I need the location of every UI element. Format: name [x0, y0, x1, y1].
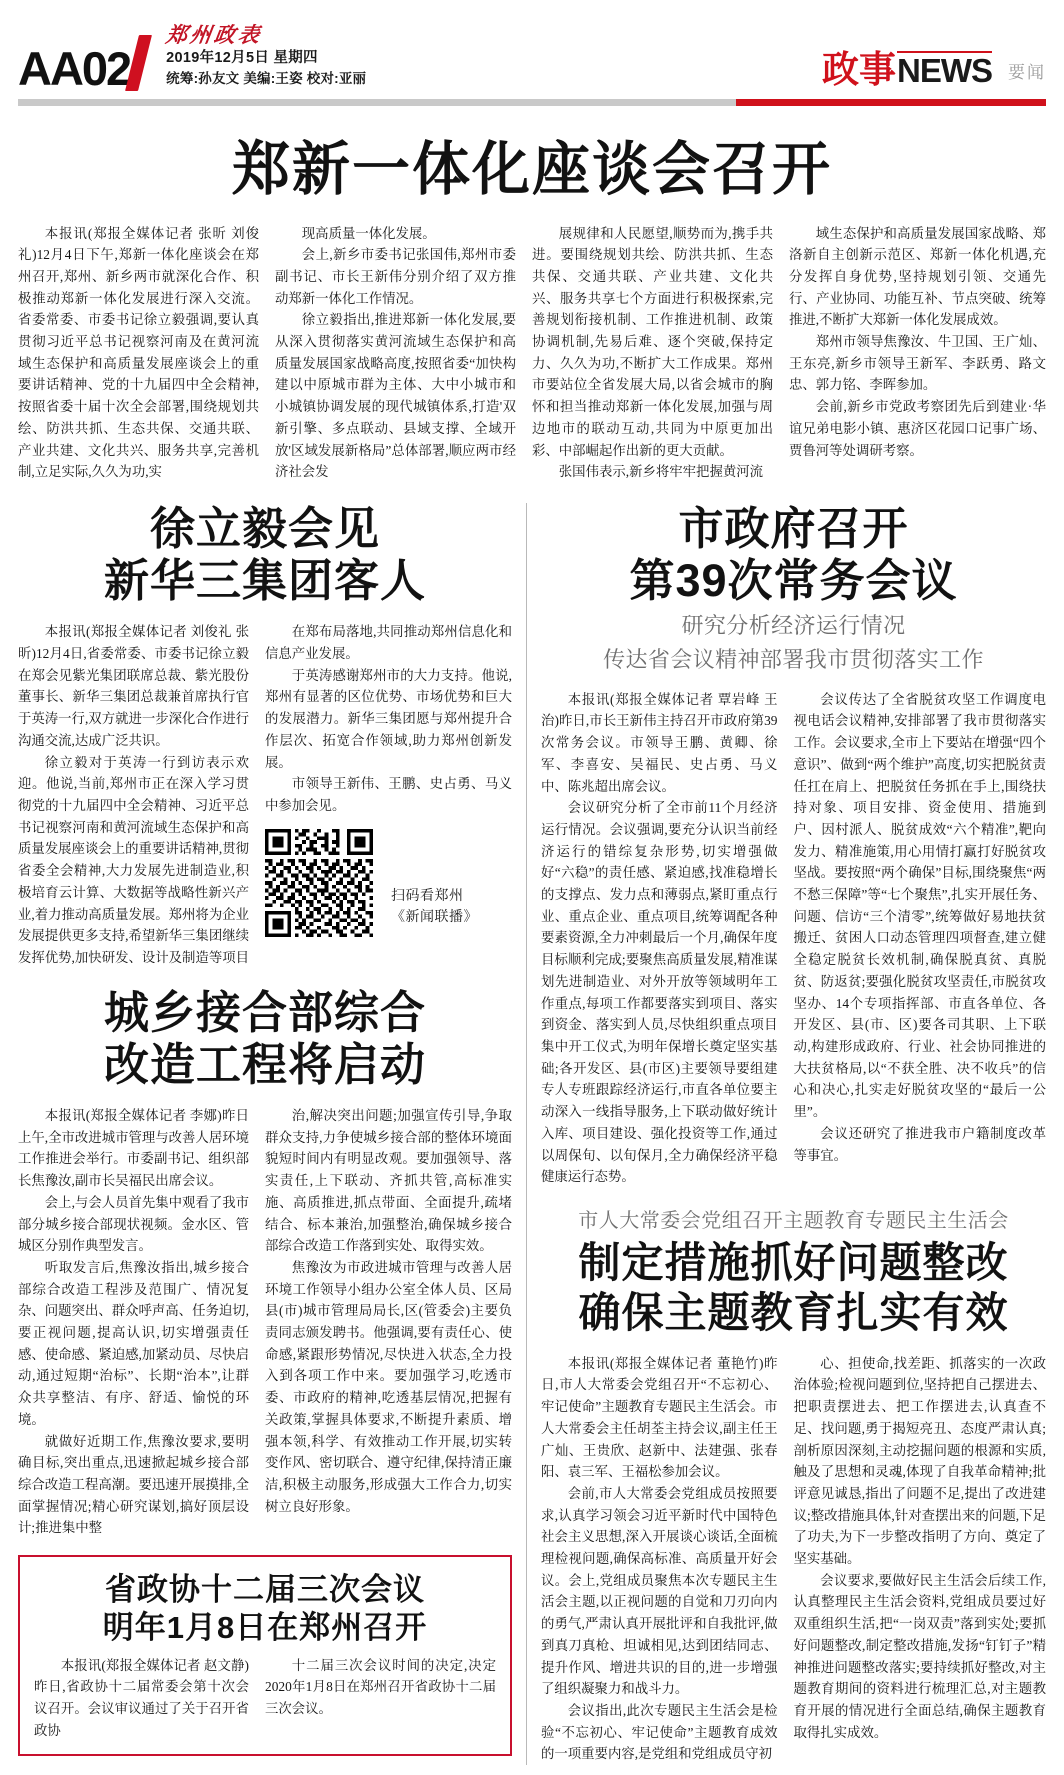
paragraph: 会议研究分析了全市前11个月经济运行情况。会议强调,要充分认识当前经济运行的错综复杂形势,切实增强做好“六稳”的责任感、紧迫感,找准稳增长的支撑点、发力点和薄弱点,紧盯重点行业、重点企业、重点项目,统筹调配各种要素资源,全力冲刺最后一个月,确保年度目标顺利完成;要聚焦高质量发展,精准谋划先进制造业、对外开放等领域明年工作重点,每项工作都要落实到项目、落实到资金、落实到人员,尽快组织重点项目集中开工仪式,为明年保增长奠定坚实基础;各开发区、县(市区)主要领导要组建专人专班跟踪经济运行,市直各单位要主动深入一线指导服务,上下联动做好统计入库、项目建设、强化投资等工作,通过以周保旬、以旬保月,全力确保经济平稳健康运行态势。 [541, 800, 778, 1185]
paragraph: 听取发言后,焦豫汝指出,城乡接合部综合改造工程涉及范围广、情况复杂、问题突出、群众呼声高、任务迫切,要正视问题,提高认识,切实增强责任感、使命感、紧迫感,加紧动员、尽快启动,通过短期“治标”、长期“治本”,让群众共享整洁、有序、舒适、愉悦的环境。 [18, 1259, 249, 1427]
renda-column-2 [794, 1353, 1047, 1765]
paragraph: 本报讯(郑报全媒体记者 赵文静)昨日,省政协十二届常委会第十次会议召开。会议审议通过了关于召开省政协 [34, 1657, 249, 1738]
chengxiang-columns [18, 1105, 512, 1539]
masthead-rule [18, 99, 1046, 106]
renda-column-1 [541, 1353, 794, 1765]
zhengxie-column-1 [34, 1655, 265, 1742]
qr-caption-line2: 《新闻联播》 [391, 907, 478, 924]
xuliyi-columns [18, 621, 512, 968]
qr-caption-line1: 扫码看郑州 [391, 886, 464, 903]
masthead-rule-red [736, 99, 1046, 106]
story-renda [541, 1208, 1046, 1765]
zhengxie-column-2 [265, 1655, 496, 1742]
renda-columns [541, 1353, 1046, 1765]
zhengxie-headline-line1: 省政协十二届三次会议 [105, 1572, 425, 1608]
paragraph: 本报讯(郑报全媒体记者 李娜)昨日上午,全市改进城市管理与改善人居环境工作推进会举行。市委副书记、组织部长焦豫汝,副市长吴福民出席会议。 [18, 1108, 249, 1189]
section-name-cn: 政事 [822, 48, 896, 90]
qr-caption [391, 885, 478, 927]
page-folio: AA02 [18, 42, 131, 96]
staff-credits: 统筹:孙友文 美编:王姿 校对:亚丽 [166, 71, 367, 87]
section-nameplate [822, 48, 1046, 91]
story-chengxiang [18, 987, 512, 1539]
story-shizhengfu [541, 503, 1046, 1188]
paragraph: 会议传达了全省脱贫攻坚工作调度电视电话会议精神,安排部署了我市贯彻落实工作。会议要求,全市上下要站在增强“四个意识”、做到“两个维护”高度,切实把脱贫责任扛在肩上、把脱贫任务抓在手上,围绕扶持对象、项目安排、资金使用、措施到户、因村派人、脱贫成效“六个精准”,靶向发力、精准施策,用心用情打赢打好脱贫攻坚战。要按照“两个确保”目标,围绕聚焦“两不愁三保障”等“七个聚焦”,扎实开展任务、问题、信访“三个清零”,统筹做好易地扶贫搬迁、贫困人口动态管理四项督查,建立健全稳定脱贫长效机制,确保脱真贫、真脱贫、防返贫;要强化脱贫攻坚责任,市脱贫攻坚办、14个专项指挥部、市直各单位、各开发区、县(市、区)要各司其职、上下联动,构建形成政府、行业、社会协同推进的大扶贫格局,以“不获全胜、决不收兵”的信心和决心,扎实走好脱贫攻坚的“最后一公里”。 [793, 691, 1046, 1120]
shizhengfu-headline-line2: 第39次常务会议 [629, 555, 958, 607]
paragraph: 本报讯(郑报全媒体记者 覃岩峰 王治)昨日,市长王新伟主持召开市政府第39次常务会议。市领导王鹏、黄卿、徐军、李喜安、吴福民、史占勇、马义中、陈兆超出席会议。 [541, 691, 778, 794]
paragraph: 心、担使命,找差距、抓落实的一次政治体验;检视问题到位,坚持把自己摆进去、把职责摆进去、把工作摆进去,认真查不足、找问题,勇于揭短亮丑、态度严肃认真;剖析原因深刻,主动挖掘问题的根源和实质,触及了思想和灵魂,体现了自我革命精神;批评意见诚恳,指出了问题不足,提出了改进建议;整改措施具体,针对查摆出来的问题,下足了功夫,为下一步整改指明了方向、奠定了坚实基础。 [793, 1355, 1046, 1567]
xuliyi-headline-line2: 新华三集团客人 [103, 555, 426, 607]
shizhengfu-column-1 [541, 689, 794, 1188]
chengxiang-column-1 [18, 1105, 265, 1539]
masthead-rule-grey [18, 99, 736, 106]
paragraph: 域生态保护和高质量发展国家战略、郑洛新自主创新示范区、郑新一体化机遇,充分发挥自身优势,坚持规划引领、交通先行、产业协同、功能互补、节点突破、统筹推进,不断扩大郑新一体化发展成效。 [789, 225, 1046, 328]
left-half [18, 503, 526, 1765]
paragraph: 于英涛感谢郑州市的大力支持。他说,郑州有显著的区位优势、市场优势和巨大的发展潜力。新华三集团愿与郑州提升合作层次、拓宽合作领域,助力郑州创新发展。 [265, 667, 512, 770]
paragraph: 会前,市人大常委会党组成员按照要求,认真学习领会习近平新时代中国特色社会主义思想,深入开展谈心谈话,全面梳理检视问题,确保高标准、高质量开好会议。会上,党组成员聚焦本次专题民主生活会主题,以正视问题的自觉和刀刃向内的勇气,严肃认真开展批评和自我批评,做到真刀真枪、坦诚相见,达到团结同志、提升作风、增进共识的目的,进一步增强了组织凝聚力和战斗力。 [541, 1485, 778, 1697]
paragraph: 展规律和人民愿望,顺势而为,携手共进。要围绕规划共绘、防洪共抓、生态共保、交通共联、产业共建、文化共兴、服务共享七个方面进行积极探索,完善规划衔接机制、工作推进机制、政策协调机制,先易后难、逐个突破,保持定力、久久为功,不断扩大工作成果。郑州市要站位全省发展大局,以省会城市的胸怀和担当推动郑新一体化发展,加强与周边地市的联动互动,共同为中原更加出彩、中部崛起作出新的更大贡献。 [532, 225, 773, 458]
section-subtitle: 要闻 [1008, 62, 1046, 82]
paragraph: 会议要求,要做好民主生活会后续工作,认真整理民主生活会资料,党组成员要过好双重组织生活,把“一岗双责”落到实处;要抓好问题整改,制定整改措施,发扬“钉钉子”精神推进问题整改落实;要持续抓好整改,对主题教育期间的资料进行梳理汇总,对主题教育开展的情况进行全面总结,确保主题教育取得扎实成效。 [793, 1572, 1046, 1740]
story-xuliyi [18, 503, 512, 969]
chengxiang-column-2 [265, 1105, 512, 1539]
chengxiang-headline-line1: 城乡接合部综合 [103, 986, 426, 1038]
middle-band [18, 503, 1046, 1765]
renda-headline-line2: 确保主题教育扎实有效 [578, 1289, 1009, 1337]
paragraph: 会议还研究了推进我市户籍制度改革等事宜。 [793, 1125, 1046, 1163]
paragraph: 郑州市领导焦豫汝、牛卫国、王广灿、王东亮,新乡市领导王新军、李跃勇、路文忠、郭力铭、李晖参加。 [789, 334, 1046, 393]
lead-column-1 [18, 223, 275, 483]
xuliyi-column-1 [18, 621, 265, 968]
qr-block [265, 829, 512, 937]
xuliyi-headline-line1: 徐立毅会见 [149, 503, 380, 554]
qr-code-icon[interactable] [265, 829, 373, 937]
paragraph: 会上,与会人员首先集中观看了我市部分城乡接合部现状视频。金水区、管城区分别作典型发言。 [18, 1194, 250, 1254]
section-name-en: NEWS [897, 51, 992, 89]
paragraph: 徐立毅指出,推进郑新一体化发展,要从深入贯彻落实黄河流域生态保护和高质量发展国家战略高度,按照省委“加快构建以中原城市群为主体、大中小城市和小城镇协调发展的现代城镇体系,打造'双新引擎、多点联动、县域支撑、全域开放'区域发展新格局”总体部署,顺应两市经济社会发 [275, 312, 516, 480]
paragraph: 本报讯(郑报全媒体记者 董艳竹)昨日,市人大常委会党组召开“不忘初心、牢记使命”主题教育专题民主生活会。市人大常委会主任胡荃主持会议,副主任王广灿、王贵欣、赵新中、法建强、张春阳、袁三军、王福松参加会议。 [541, 1355, 778, 1480]
story-zhengxie-boxed [18, 1555, 512, 1755]
paragraph: 本报讯(郑报全媒体记者 刘俊礼 张昕)12月4日,省委常委、市委书记徐立毅在郑会见紫光集团联席总裁、紫光股份董事长、新华三集团总裁兼首席执行官于英涛一行,双方就进一步深化合作进行沟通交流,达成广泛共识。 [18, 624, 249, 748]
renda-headline-line1: 制定措施抓好问题整改 [578, 1238, 1009, 1286]
masthead [18, 0, 1046, 97]
lead-story-columns [18, 223, 1046, 483]
shizhengfu-subhead-line2: 传达省会议精神部署我市贯彻落实工作 [603, 647, 984, 673]
brand-logo-script: 郑州政表 [164, 23, 264, 47]
renda-shoulder-headline: 市人大常委会党组召开主题教育专题民主生活会 [578, 1209, 1009, 1232]
paragraph: 会议指出,此次专题民主生活会是检验“不忘初心、牢记使命”主题教育成效的一项重要内容,是党组和党组成员守初 [541, 1702, 778, 1762]
lead-headline: 郑新一体化座谈会召开 [231, 136, 832, 202]
publication-date: 2019年12月5日 星期四 [166, 50, 318, 67]
paragraph: 本报讯(郑报全媒体记者 张昕 刘俊礼)12月4日下午,郑新一体化座谈会在郑州召开,郑州、新乡两市就深化合作、积极推动郑新一体化发展进行深入交流。省委常委、市委书记徐立毅强调,要认真贯彻习近平总书记视察河南及在黄河流域生态保护和高质量发展座谈会上的重要讲话精神、党的十九届四中全会精神,按照省委十届十次全会部署,围绕规划共绘、防洪共抓、生态共保、交通共联、产业共建、文化共兴、服务共享,完善机制,立足实际,久久为功,实 [18, 225, 259, 480]
lead-column-2 [275, 223, 532, 483]
shizhengfu-column-2 [794, 689, 1047, 1188]
right-half [526, 503, 1046, 1765]
paragraph: 徐立毅对于英涛一行到访表示欢迎。他说,当前,郑州市正在深入学习贯彻党的十九届四中全会精神、习近平总书记视察河南和黄河流域生态保护和高质量发展座谈会上的重要讲话精神,贯彻省委全会精神,大力发展先进制造业,积极培育云计算、大数据等战略性新兴产业,着力推动高质量发展。郑州将为企业发展提供更多支持,希望新华三集团继续发挥优势,加快研发、设计及制造等项目 [18, 754, 249, 965]
paragraph: 市领导王新伟、王鹏、史占勇、马义中参加会见。 [265, 776, 512, 813]
paragraph: 就做好近期工作,焦豫汝要求,要明确目标,突出重点,迅速掀起城乡接合部综合改造工程高潮。要迅速开展摸排,全面掌握情况;精心研究谋划,搞好顶层设计;推进集中整 [18, 1433, 249, 1536]
xuliyi-column-2 [265, 621, 512, 968]
lead-column-3 [532, 223, 789, 483]
masthead-info [166, 24, 366, 91]
paragraph: 张国伟表示,新乡将牢牢把握黄河流 [558, 464, 764, 480]
zhengxie-headline-line2: 明年1月8日在郑州召开 [102, 1609, 428, 1645]
lead-column-4 [789, 223, 1046, 483]
shizhengfu-columns [541, 689, 1046, 1188]
paragraph: 焦豫汝为市政进城市管理与改善人居环境工作领导小组办公室全体人员、区局县(市)城市管理局局长,区(管委会)主要负责同志颁发聘书。他强调,要有责任心、使命感,紧跟形势情况,尽快进入状态,全力投入到各项工作中来。要加强学习,吃透市委、市政府的精神,吃透基层情况,把握有关政策,掌握具体要求,不断提升素质、增强本领,科学、有效推动工作开展,切实转变作风、密切联合、遵守纪律,保持清正廉洁,积极主动服务,形成强大工作合力,切实树立良好形象。 [265, 1259, 512, 1514]
shizhengfu-subhead-line1: 研究分析经济运行情况 [681, 613, 906, 639]
paragraph: 现高质量一体化发展。 [301, 225, 436, 241]
paragraph: 十二届三次会议时间的决定,决定2020年1月8日在郑州召开省政协十二届三次会议。 [265, 1657, 496, 1717]
chengxiang-headline-line2: 改造工程将启动 [103, 1038, 426, 1090]
paragraph: 会上,新乡市委书记张国伟,郑州市委副书记、市长王新伟分别介绍了双方推动郑新一体化工作情况。 [275, 247, 516, 306]
paragraph: 会前,新乡市党政考察团先后到建业·华谊兄弟电影小镇、惠济区花园口记事广场、贾鲁河等处调研考察。 [789, 399, 1046, 458]
paragraph: 在郑布局落地,共同推动郑州信息化和信息产业发展。 [265, 624, 512, 662]
zhengxie-columns [34, 1655, 496, 1742]
shizhengfu-headline-line1: 市政府召开 [678, 503, 909, 554]
paragraph: 治,解决突出问题;加强宣传引导,争取群众支持,力争使城乡接合部的整体环境面貌短时间内有明显改观。要加强领导、落实责任,上下联动、齐抓共管,高标准实施、高质推进,抓点带面、全面提升,疏堵结合、标本兼治,加强整治,确保城乡接合部综合改造工作落到实处、取得实效。 [265, 1108, 512, 1254]
red-slash-decoration [130, 35, 156, 91]
